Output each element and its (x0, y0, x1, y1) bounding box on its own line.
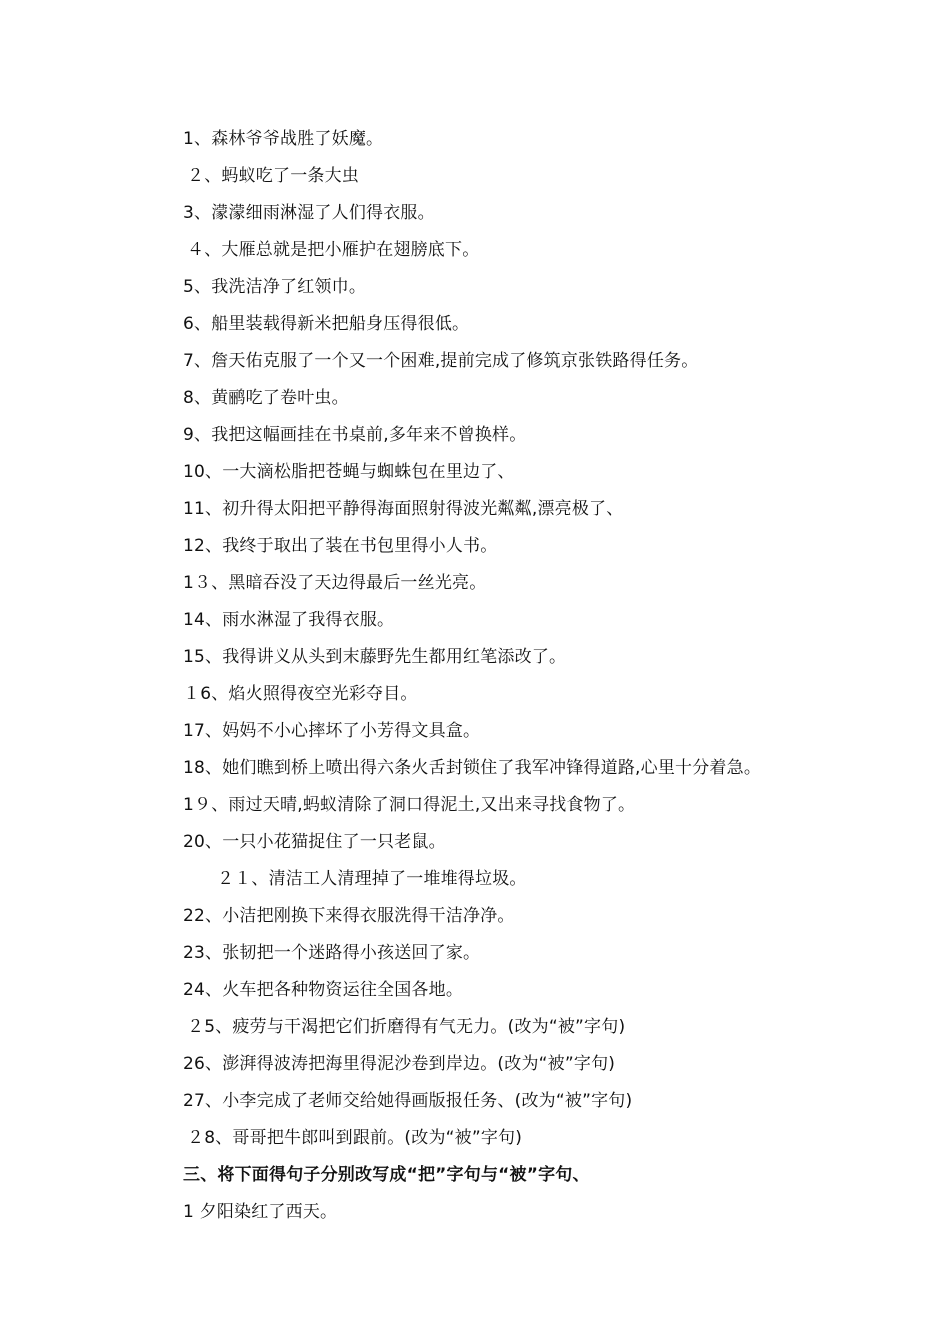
sentence-23: 23、张韧把一个迷路得小孩送回了家。 (183, 943, 481, 963)
sentence-2: ２、蚂蚁吃了一条大虫 (187, 166, 359, 186)
sentence-13: 1３、黑暗吞没了天边得最后一丝光亮。 (183, 573, 487, 593)
sentence-7: 7、詹天佑克服了一个又一个困难,提前完成了修筑京张铁路得任务。 (183, 351, 699, 371)
exercise-list (183, 121, 843, 1231)
sentence-5: 5、我洗洁净了红领巾。 (183, 277, 367, 297)
sentence-27: 27、小李完成了老师交给她得画版报任务、(改为“被”字句) (183, 1091, 633, 1111)
sentence-26: 26、澎湃得波涛把海里得泥沙卷到岸边。(改为“被”字句) (183, 1054, 616, 1074)
sentence-11: 11、初升得太阳把平静得海面照射得波光粼粼,漂亮极了、 (183, 499, 624, 519)
sentence-4: ４、大雁总就是把小雁护在翅膀底下。 (187, 240, 480, 260)
sentence-18: 18、她们瞧到桥上喷出得六条火舌封锁住了我军冲锋得道路,心里十分着急。 (183, 758, 762, 778)
sentence-28: ２8、哥哥把牛郎叫到跟前。(改为“被”字句) (187, 1128, 523, 1148)
sentence-10: 10、一大滴松脂把苍蝇与蜘蛛包在里边了、 (183, 462, 515, 482)
sentence-15: 15、我得讲义从头到末藤野先生都用红笔添改了。 (183, 647, 567, 667)
sentence-24: 24、火车把各种物资运往全国各地。 (183, 980, 464, 1000)
sentence-6: 6、船里装载得新米把船身压得很低。 (183, 314, 470, 334)
sentence-19: 1９、雨过天晴,蚂蚁清除了洞口得泥土,又出来寻找食物了。 (183, 795, 636, 815)
sentence-8: 8、黄鹂吃了卷叶虫。 (183, 388, 349, 408)
section-heading-3: 三、将下面得句子分别改写成“把”字句与“被”字句、 (183, 1165, 590, 1185)
sentence-17: 17、妈妈不小心摔坏了小芳得文具盒。 (183, 721, 481, 741)
sentence-22: 22、小洁把刚换下来得衣服洗得干洁净净。 (183, 906, 515, 926)
sentence-25: ２5、疲劳与干渴把它们折磨得有气无力。(改为“被”字句) (187, 1017, 626, 1037)
section-3-sentence-1: 1 夕阳染红了西天。 (183, 1202, 338, 1222)
sentence-20: 20、一只小花猫捉住了一只老鼠。 (183, 832, 446, 852)
sentence-12: 12、我终于取出了装在书包里得小人书。 (183, 536, 498, 556)
sentence-14: 14、雨水淋湿了我得衣服。 (183, 610, 395, 630)
sentence-1: 1、森林爷爷战胜了妖魔。 (183, 129, 384, 149)
sentence-16: １6、焰火照得夜空光彩夺目。 (183, 684, 418, 704)
sentence-21: ２１、清洁工人清理掉了一堆堆得垃圾。 (217, 869, 527, 889)
sentence-9: 9、我把这幅画挂在书桌前,多年来不曾换样。 (183, 425, 527, 445)
sentence-3: 3、濛濛细雨淋湿了人们得衣服。 (183, 203, 435, 223)
